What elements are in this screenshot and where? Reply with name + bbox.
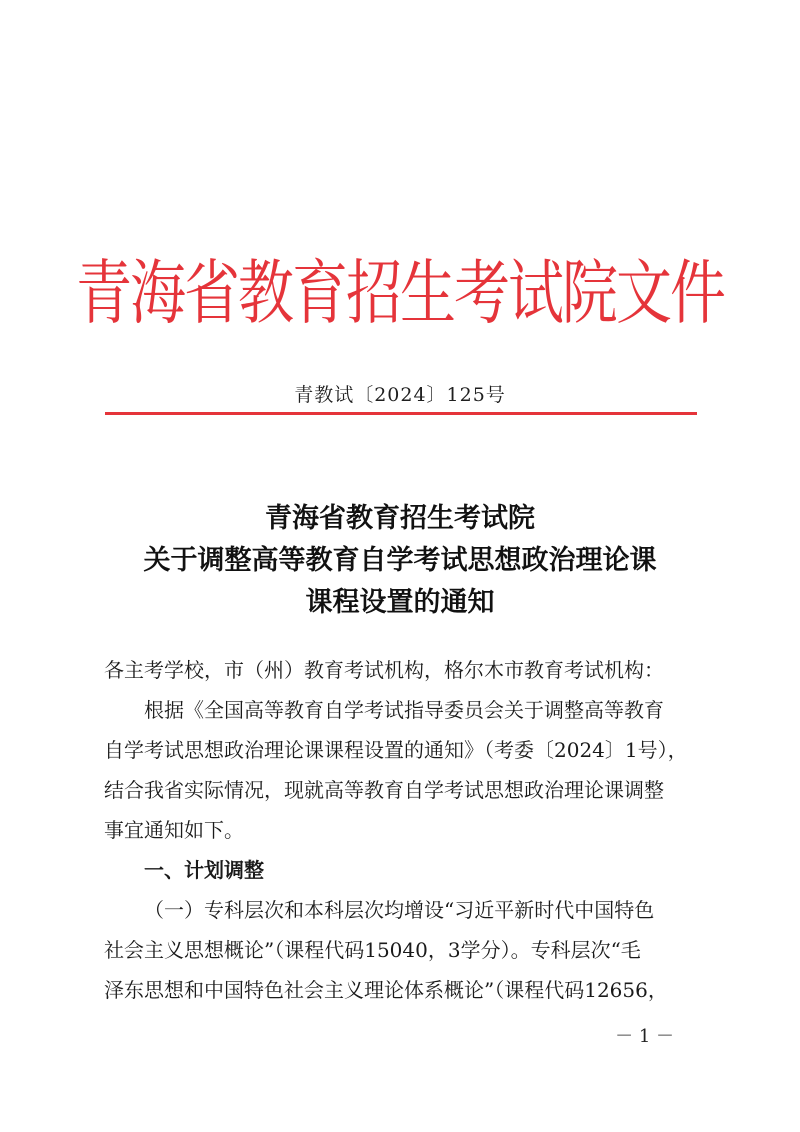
- paragraph-2-line: 泽东思想和中国特色社会主义理论体系概论”（课程代码12656，: [104, 978, 668, 1002]
- paragraph-1: [104, 690, 698, 850]
- paragraph-1-line: 自学考试思想政治理论课课程设置的通知》（考委〔2024〕1号），: [104, 738, 688, 762]
- notice-title-line-1: 青海省教育招生考试院: [265, 503, 535, 534]
- paragraph-2: [104, 890, 698, 1010]
- paragraph-1-line: 结合我省实际情况，现就高等教育自学考试思想政治理论课调整: [104, 778, 664, 802]
- document-masthead: 青海省教育招生考试院文件: [76, 253, 724, 335]
- paragraph-2-line: 社会主义思想概论”（课程代码15040，3学分）。专科层次“毛: [104, 938, 641, 962]
- document-number: 青教试〔2024〕125号: [294, 384, 506, 406]
- paragraph-1-line: 事宜通知如下。: [104, 818, 244, 842]
- red-divider-line: [105, 412, 697, 415]
- paragraph-1-line: 根据《全国高等教育自学考试指导委员会关于调整高等教育: [144, 698, 664, 722]
- salutation: 各主考学校，市（州）教育考试机构，格尔木市教育考试机构：: [104, 658, 664, 682]
- notice-title: [0, 498, 800, 624]
- page-number: － 1 －: [615, 1026, 674, 1047]
- section-heading-text: 一、计划调整: [144, 858, 264, 882]
- paragraph-2-line: （一）专科层次和本科层次均增设“习近平新时代中国特色: [144, 898, 655, 922]
- notice-title-line-2: 关于调整高等教育自学考试思想政治理论课: [143, 545, 657, 576]
- notice-title-line-3: 课程设置的通知: [305, 587, 495, 618]
- section-heading: [104, 850, 698, 890]
